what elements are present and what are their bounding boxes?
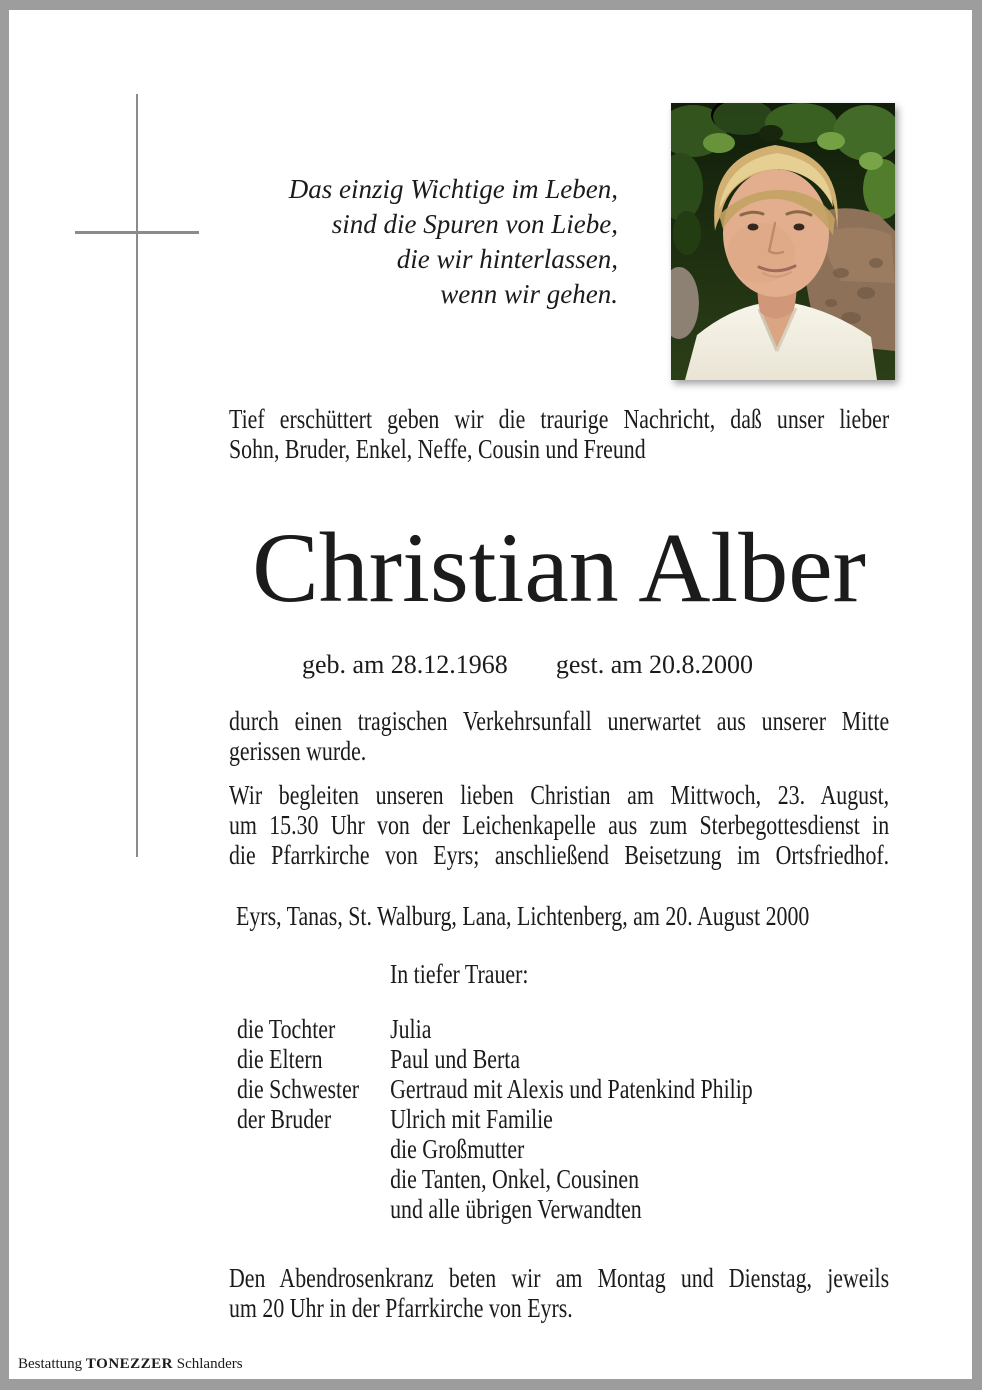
intro-line: Sohn, Bruder, Enkel, Neffe, Cousin und Freund xyxy=(229,434,646,464)
memorial-quote xyxy=(230,172,618,312)
quote-line: wenn wir gehen. xyxy=(440,279,618,309)
body-line: Wir begleiten unseren lieben Christian am Mittwoch, 23. August, xyxy=(229,780,890,810)
mourner-row xyxy=(237,1044,890,1074)
quote-line: die wir hinterlassen, xyxy=(396,244,618,274)
rosary-paragraph xyxy=(229,1263,889,1323)
body-line: Den Abendrosenkranz beten wir am Montag und Dienstag, jeweils xyxy=(229,1263,890,1293)
death-date: gest. am 20.8.2000 xyxy=(555,650,753,679)
mourners-list xyxy=(237,1014,890,1224)
mourner-names: die Großmutter xyxy=(390,1134,525,1164)
body-line: um 15.30 Uhr von der Leichenkapelle aus zum Sterbegottesdienst in xyxy=(229,810,890,840)
mourner-relation: die Schwester xyxy=(237,1074,360,1104)
quote-line: Das einzig Wichtige im Leben, xyxy=(288,174,618,204)
mourner-relation: die Eltern xyxy=(237,1044,323,1074)
mourner-relation: die Tochter xyxy=(237,1014,336,1044)
mourner-row xyxy=(237,1074,890,1104)
mourner-names: die Tanten, Onkel, Cousinen xyxy=(390,1164,640,1194)
imprint-prefix: Bestattung xyxy=(18,1356,86,1372)
imprint-name: TONEZZER xyxy=(85,1356,174,1372)
mourner-relation xyxy=(237,1194,390,1224)
mourning-label: In tiefer Trauer: xyxy=(390,959,529,989)
mourner-row xyxy=(237,1134,890,1164)
cross-horizontal-bar xyxy=(75,231,199,234)
mourner-row xyxy=(237,1194,890,1224)
mourner-row xyxy=(237,1164,890,1194)
body-line: gerissen wurde. xyxy=(229,736,367,766)
deceased-name: Christian Alber xyxy=(252,512,866,623)
imprint-suffix: Schlanders xyxy=(173,1356,243,1372)
body-line: durch einen tragischen Verkehrsunfall unerwartet aus unserer Mitte xyxy=(229,706,890,736)
announcement-intro xyxy=(229,404,889,464)
mourner-relation xyxy=(237,1164,390,1194)
mourner-names: Julia xyxy=(390,1014,432,1044)
places-date-line: Eyrs, Tanas, St. Walburg, Lana, Lichtenberg, am 20. August 2000 xyxy=(236,901,810,931)
mourner-row xyxy=(237,1104,890,1134)
funeral-home-imprint xyxy=(18,1355,243,1373)
mourner-relation: der Bruder xyxy=(237,1104,332,1134)
cross-vertical-bar xyxy=(136,94,138,857)
mourner-names: Paul und Berta xyxy=(390,1044,521,1074)
funeral-paragraph xyxy=(229,780,889,870)
mourner-names: Gertraud mit Alexis und Patenkind Philip xyxy=(390,1074,753,1104)
life-dates xyxy=(302,650,753,680)
mourner-names: Ulrich mit Familie xyxy=(390,1104,553,1134)
mourner-names: und alle übrigen Verwandten xyxy=(390,1194,642,1224)
portrait-photo xyxy=(671,103,895,380)
mourner-relation xyxy=(237,1134,390,1164)
body-line: die Pfarrkirche von Eyrs; anschließend Beisetzung im Ortsfriedhof. xyxy=(229,840,890,870)
cause-paragraph xyxy=(229,706,889,766)
birth-date: geb. am 28.12.1968 xyxy=(302,650,508,679)
intro-line: Tief erschüttert geben wir die traurige Nachricht, daß unser lieber xyxy=(229,404,890,434)
mourner-row xyxy=(237,1014,890,1044)
quote-line: sind die Spuren von Liebe, xyxy=(331,209,618,239)
body-line: um 20 Uhr in der Pfarrkirche von Eyrs. xyxy=(229,1293,573,1323)
